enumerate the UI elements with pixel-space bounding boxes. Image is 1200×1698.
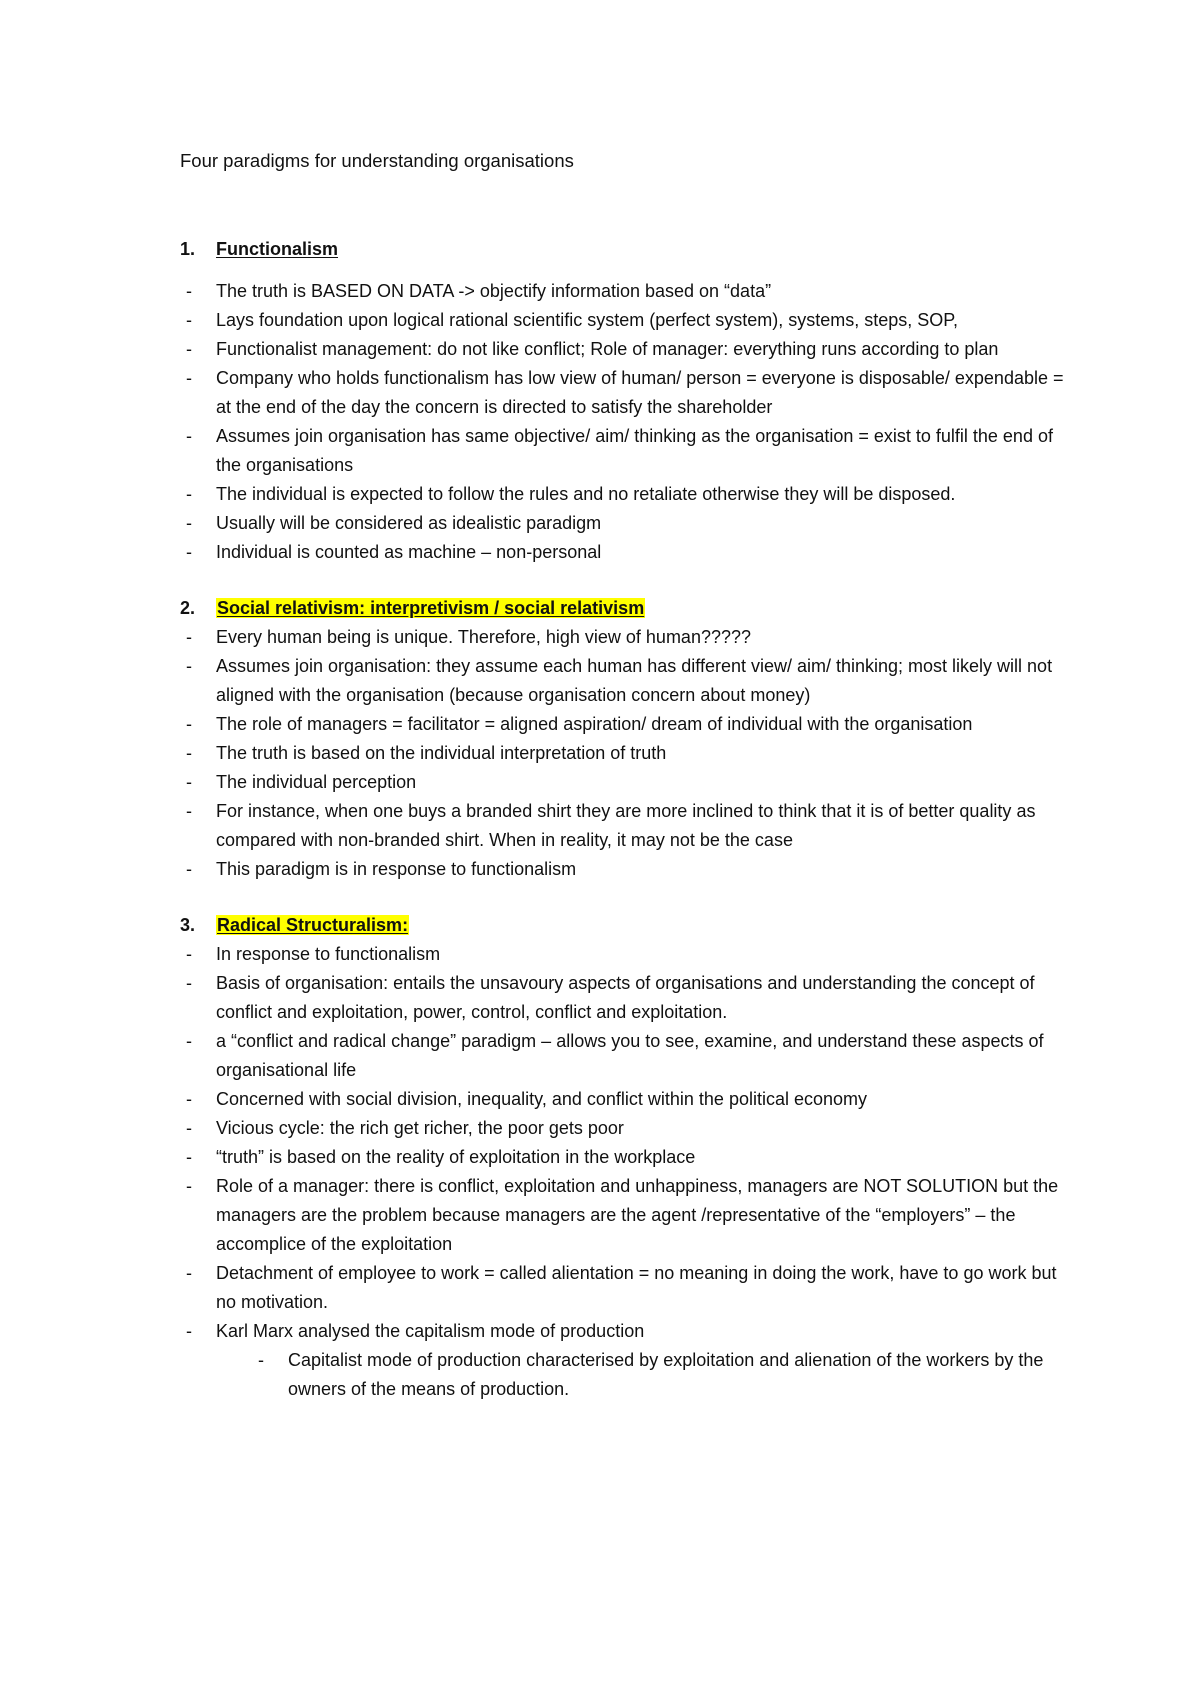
bullet-dash: - (186, 743, 192, 763)
list-item-text: Lays foundation upon logical rational scientific system (perfect system), systems, steps, SOP, (216, 310, 958, 330)
section-number: 2. (180, 598, 196, 618)
list-item-text: Company who holds functionalism has low view of human/ person = everyone is disposable/ expendable = at the end of the day the concern is directed to satisfy the shareholder (216, 368, 1064, 417)
list-item (180, 1085, 1080, 1114)
list-item (180, 1027, 1080, 1085)
bullet-dash: - (186, 944, 192, 964)
list-item-text: The role of managers = facilitator = aligned aspiration/ dream of individual with the organisation (216, 714, 973, 734)
document-title: Four paradigms for understanding organisations (180, 150, 574, 171)
list-item-text: This paradigm is in response to functionalism (216, 859, 577, 879)
list-item (180, 623, 1080, 652)
bullet-dash: - (186, 339, 192, 359)
list-item (180, 855, 1080, 884)
list-item-text: Functionalist management: do not like conflict; Role of manager: everything runs according to plan (216, 339, 999, 359)
bullet-dash: - (186, 1263, 192, 1283)
list-item-text: Assumes join organisation has same objective/ aim/ thinking as the organisation = exist to fulfil the end of the organisations (216, 426, 1053, 475)
bullet-list (180, 940, 1080, 1346)
bullet-dash: - (186, 714, 192, 734)
section-heading (180, 911, 1080, 940)
bullet-dash: - (186, 1089, 192, 1109)
section-number: 1. (180, 239, 196, 259)
list-item (180, 969, 1080, 1027)
list-item-text: Basis of organisation: entails the unsavoury aspects of organisations and understanding the concept of conflict and exploitation, power, control, conflict and exploitation. (216, 973, 1035, 1022)
bullet-dash: - (186, 310, 192, 330)
list-item-text: Detachment of employee to work = called alientation = no meaning in doing the work, have to go work but no motivation. (216, 1263, 1057, 1312)
bullet-dash: - (186, 484, 192, 504)
bullet-dash: - (186, 1147, 192, 1167)
sub-list-item-text: Capitalist mode of production characterised by exploitation and alienation of the workers by the owners of the means of production. (288, 1350, 1044, 1399)
bullet-dash: - (186, 1176, 192, 1196)
list-item (180, 480, 1080, 509)
list-item (180, 422, 1080, 480)
bullet-dash: - (186, 656, 192, 676)
list-item-text: Individual is counted as machine – non-personal (216, 542, 602, 562)
section-social-relativism (180, 594, 1080, 884)
bullet-dash: - (258, 1350, 264, 1370)
sub-list-item (180, 1346, 1080, 1404)
list-item (180, 277, 1080, 306)
bullet-dash: - (186, 1118, 192, 1138)
list-item (180, 335, 1080, 364)
list-item-text: a “conflict and radical change” paradigm – allows you to see, examine, and understand these aspects of organisational life (216, 1031, 1044, 1080)
section-heading (180, 594, 1080, 623)
list-item (180, 1259, 1080, 1317)
bullet-dash: - (186, 1031, 192, 1051)
section-radical-structuralism (180, 911, 1080, 1404)
section-functionalism (180, 235, 1080, 567)
list-item (180, 1172, 1080, 1259)
list-item (180, 940, 1080, 969)
list-item-text: In response to functionalism (216, 944, 441, 964)
list-item (180, 710, 1080, 739)
section-number: 3. (180, 915, 196, 935)
list-item (180, 739, 1080, 768)
section-title: Functionalism (216, 239, 339, 259)
bullet-dash: - (186, 973, 192, 993)
list-item-text: Vicious cycle: the rich get richer, the poor gets poor (216, 1118, 624, 1138)
list-item-text: Every human being is unique. Therefore, high view of human????? (216, 627, 752, 647)
bullet-list (180, 623, 1080, 884)
list-item (180, 1114, 1080, 1143)
list-item (180, 306, 1080, 335)
list-item-text: The truth is based on the individual interpretation of truth (216, 743, 667, 763)
section-title: Radical Structuralism: (217, 915, 409, 935)
list-item-text: The truth is BASED ON DATA -> objectify information based on “data” (216, 281, 772, 301)
bullet-list (180, 277, 1080, 567)
sub-bullet-list (180, 1346, 1080, 1404)
list-item-text: Usually will be considered as idealistic paradigm (216, 513, 602, 533)
list-item (180, 509, 1080, 538)
list-item (180, 364, 1080, 422)
list-item-text: The individual is expected to follow the rules and no retaliate otherwise they will be disposed. (216, 484, 956, 504)
bullet-dash: - (186, 1321, 192, 1341)
bullet-dash: - (186, 627, 192, 647)
list-item (180, 538, 1080, 567)
list-item-text: Karl Marx analysed the capitalism mode of production (216, 1321, 645, 1341)
bullet-dash: - (186, 801, 192, 821)
list-item (180, 768, 1080, 797)
bullet-dash: - (186, 426, 192, 446)
list-item-text: “truth” is based on the reality of exploitation in the workplace (216, 1147, 696, 1167)
section-heading (180, 235, 1080, 264)
list-item (180, 1143, 1080, 1172)
bullet-dash: - (186, 368, 192, 388)
list-item (180, 797, 1080, 855)
list-item-text: Role of a manager: there is conflict, exploitation and unhappiness, managers are NOT SOLUTION but the managers are the problem because managers are the agent /representative of the “employers” – the accomplice of the exploitation (216, 1176, 1059, 1254)
document-body (180, 146, 1080, 1404)
list-item (180, 1317, 1080, 1346)
bullet-dash: - (186, 281, 192, 301)
section-title: Social relativism: interpretivism / social relativism (217, 598, 645, 618)
list-item (180, 652, 1080, 710)
bullet-dash: - (186, 542, 192, 562)
bullet-dash: - (186, 772, 192, 792)
list-item-text: Concerned with social division, inequality, and conflict within the political economy (216, 1089, 868, 1109)
list-item-text: The individual perception (216, 772, 417, 792)
bullet-dash: - (186, 513, 192, 533)
list-item-text: Assumes join organisation: they assume each human has different view/ aim/ thinking; most likely will not aligned with the organisation (because organisation concern about money) (216, 656, 1053, 705)
bullet-dash: - (186, 859, 192, 879)
list-item-text: For instance, when one buys a branded shirt they are more inclined to think that it is of better quality as compared with non-branded shirt. When in reality, it may not be the case (216, 801, 1036, 850)
